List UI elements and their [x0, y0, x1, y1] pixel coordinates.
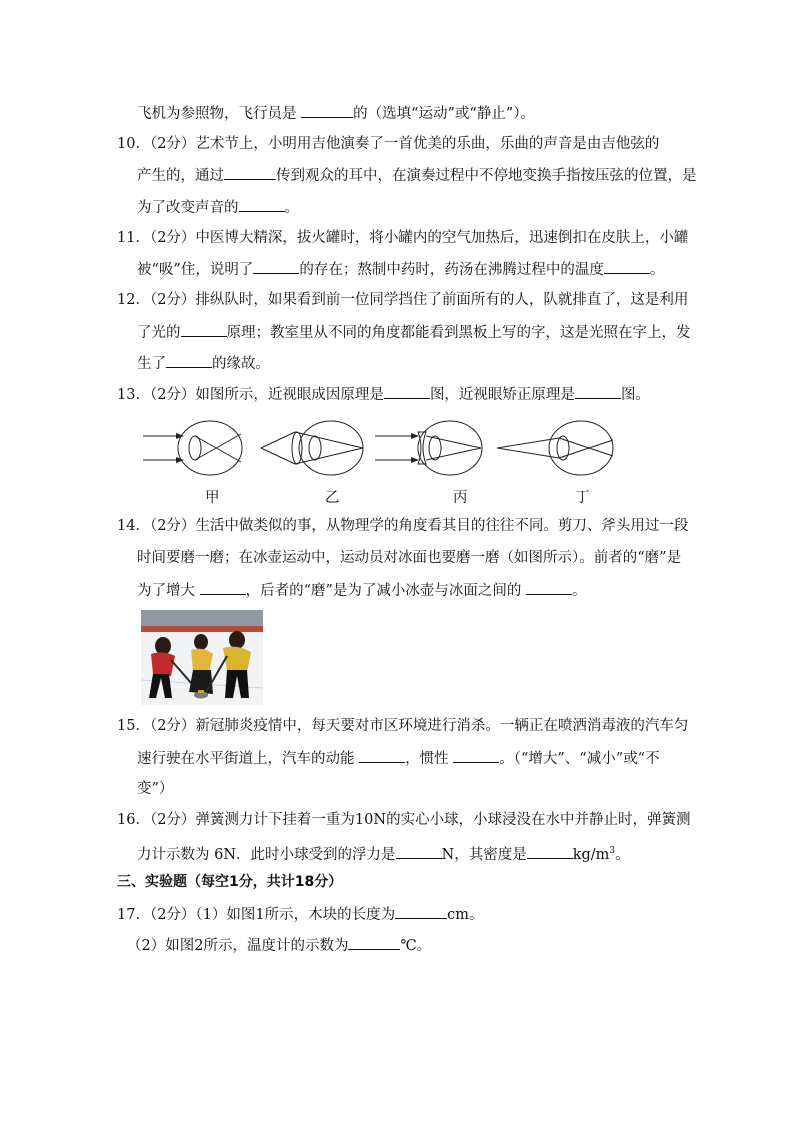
eye-diagrams: [135, 418, 625, 480]
eye-diagram-yi: [261, 421, 363, 475]
question-17-line-1: 17．（2分）（1）如图1所示，木块的长度为 cm。: [117, 904, 484, 925]
answer-blank[interactable]: [384, 384, 430, 399]
question-9-tail: 飞机为参照物，飞行员是 的（选填“运动”或“静止”）。: [137, 103, 535, 124]
answer-blank[interactable]: [604, 259, 650, 274]
answer-blank[interactable]: [253, 259, 299, 274]
answer-blank[interactable]: [526, 580, 572, 595]
question-12-line-2: 了光的 原理；教室里从不同的角度都能看到黑板上写的字，这是光照在字上，发: [137, 322, 691, 343]
question-10-line-3: 为了改变声音的 。: [137, 197, 299, 218]
answer-blank[interactable]: [395, 904, 447, 919]
section-heading-experiments: 三、实验题（每空1分，共计18分）: [117, 874, 343, 890]
question-16-line-2: 力计示数为 6N．此时小球受到的浮力是 N，其密度是 $kg/m^3$。: [137, 841, 630, 865]
question-16-line-1: 16．（2分）弹簧测力计下挂着一重为10N的实心小球，小球浸没在水中并静止时，弹簧测: [117, 812, 691, 828]
question-12-line-3: 生了 的缘故。: [137, 353, 270, 374]
question-10-line-2: 产生的，通过 传到观众的耳中，在演奏过程中不停地变换手指按压弦的位置，是: [137, 165, 697, 186]
curling-photo: [141, 610, 263, 705]
answer-blank[interactable]: [224, 165, 276, 180]
answer-blank[interactable]: [575, 384, 621, 399]
label-yi: 乙: [325, 490, 340, 506]
question-14-line-3: 为了增大 ，后者的“磨”是为了减小冰壶与冰面之间的 。: [137, 580, 587, 601]
question-15-line-1: 15．（2分）新冠肺炎疫情中，每天要对市区环境进行消杀。一辆正在喷洒消毒液的汽车匀: [117, 718, 689, 734]
question-11-line-2: 被“吸”住，说明了 的存在；熬制中药时，药汤在沸腾过程中的温度 。: [137, 259, 664, 280]
answer-blank[interactable]: [239, 197, 285, 212]
answer-blank[interactable]: [527, 844, 573, 859]
eye-diagram-jia: [143, 421, 242, 475]
answer-blank[interactable]: [200, 580, 246, 595]
label-ding: 丁: [575, 490, 590, 506]
answer-blank[interactable]: [359, 748, 405, 763]
question-13-line-1: 13．（2分）如图所示，近视眼成因原理是 图，近视眼矫正原理是 图。: [117, 384, 650, 405]
answer-blank[interactable]: [301, 103, 353, 118]
question-11-line-1: 11．（2分）中医博大精深，拔火罐时，将小罐内的空气加热后，迅速倒扣在皮肤上，小罐: [117, 230, 689, 246]
eye-diagram-bing: [375, 421, 482, 475]
question-14-line-1: 14．（2分）生活中做类似的事，从物理学的角度看其目的往往不同。剪刀、斧头用过一段: [117, 518, 689, 534]
label-bing: 丙: [453, 490, 468, 506]
question-14-line-2: 时间要磨一磨；在冰壶运动中，运动员对冰面也要磨一磨（如图所示）。前者的“磨”是: [137, 550, 682, 566]
answer-blank[interactable]: [166, 353, 212, 368]
eye-diagram-ding: [497, 421, 613, 475]
question-10-line-1: 10．（2分）艺术节上，小明用吉他演奏了一首优美的乐曲，乐曲的声音是由吉他弦的: [117, 136, 660, 152]
answer-blank[interactable]: [348, 935, 400, 950]
label-jia: 甲: [205, 490, 220, 506]
question-15-line-3: 变”）: [137, 781, 174, 797]
answer-blank[interactable]: [181, 322, 227, 337]
question-12-line-1: 12．（2分）排纵队时，如果看到前一位同学挡住了前面所有的人，队就排直了，这是利用: [117, 292, 689, 308]
answer-blank[interactable]: [453, 748, 499, 763]
question-15-line-2: 速行驶在水平街道上，汽车的动能 ，惯性 。（“增大”、“减小”或“不: [137, 748, 660, 769]
question-17-line-2: （2）如图2所示，温度计的示数为 ℃。: [127, 935, 431, 956]
answer-blank[interactable]: [396, 844, 442, 859]
